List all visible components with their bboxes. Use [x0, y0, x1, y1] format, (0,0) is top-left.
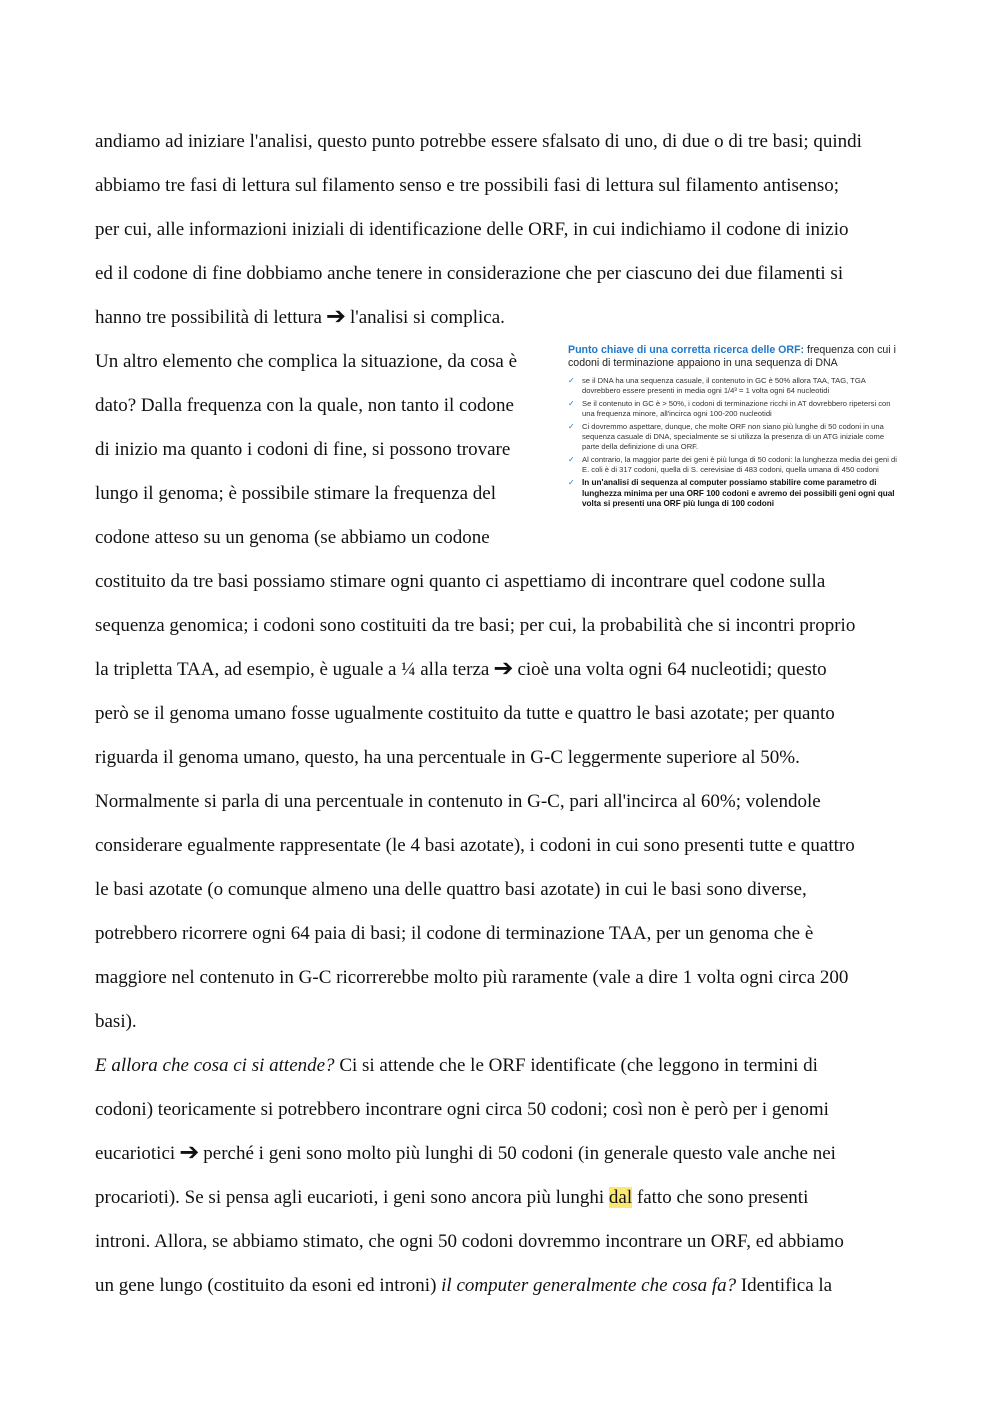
arrow-right-icon: ➔: [493, 654, 514, 682]
text-line: codoni) teoricamente si potrebbero incontrare ogni circa 50 codoni; così non è però per i genomi: [95, 1099, 829, 1120]
slide-title: [568, 344, 902, 370]
slide-bullet-text: Se il contenuto in GC è > 50%, i codoni di terminazione ricchi in AT dovrebbero ripetersi con una frequenza minore, all'incirca ogni 100-200 nucleotidi: [582, 399, 891, 418]
slide-bullet: [558, 376, 902, 395]
text-line: abbiamo tre fasi di lettura sul filamento senso e tre possibili fasi di lettura sul filamento antisenso;: [95, 175, 839, 196]
text-line: le basi azotate (o comunque almeno una delle quattro basi azotate) in cui le basi sono diverse,: [95, 879, 807, 900]
text-line: per cui, alle informazioni iniziali di identificazione delle ORF, in cui indichiamo il codone di inizio: [95, 219, 849, 240]
text-segment: l'analisi si complica.: [350, 307, 505, 328]
text-line: però se il genoma umano fosse ugualmente costituito da tutte e quattro le basi azotate; per quanto: [95, 703, 835, 724]
text-line: [95, 1054, 818, 1078]
text-line: lungo il genoma; è possibile stimare la frequenza del: [95, 483, 496, 504]
text-line: introni. Allora, se abbiamo stimato, che ogni 50 codoni dovremmo incontrare un ORF, ed abbiamo: [95, 1231, 844, 1252]
arrow-right-icon: ➔: [179, 1138, 200, 1166]
slide-bullet: [558, 478, 902, 509]
text-line: [95, 654, 827, 682]
slide-bullet: [558, 455, 902, 474]
text-line: Normalmente si parla di una percentuale in contenuto in G-C, pari all'incirca al 60%; volendole: [95, 791, 821, 812]
italic-question: il computer generalmente che cosa fa?: [441, 1275, 737, 1296]
text-line: [95, 1186, 808, 1210]
text-line: maggiore nel contenuto in G-C ricorrerebbe molto più raramente (vale a dire 1 volta ogni circa 200: [95, 967, 849, 988]
slide-title-key: Punto chiave di una corretta ricerca delle ORF:: [568, 344, 805, 356]
text-segment: cioè una volta ogni 64 nucleotidi; questo: [517, 659, 827, 680]
text-segment: procarioti). Se si pensa agli eucarioti, i geni sono ancora più lunghi: [95, 1187, 609, 1208]
slide-bullet: [558, 422, 902, 451]
text-line: ed il codone di fine dobbiamo anche tenere in considerazione che per ciascuno dei due filamenti si: [95, 263, 844, 284]
slide-bullet-text: Al contrario, la maggior parte dei geni è più lunga di 50 codoni: la lunghezza media dei geni di E. coli è di 317 codoni, quella di S. cerevisiae di 483 codoni, quella umana di 450 codoni: [582, 455, 897, 474]
check-icon: ✓: [568, 399, 575, 409]
arrow-right-icon: ➔: [325, 302, 347, 330]
italic-question: E allora che cosa ci si attende?: [95, 1055, 335, 1076]
check-icon: ✓: [568, 478, 575, 488]
text-segment: eucariotici: [95, 1143, 176, 1164]
check-icon: ✓: [568, 422, 575, 432]
text-line: costituito da tre basi possiamo stimare ogni quanto ci aspettiamo di incontrare quel codone sulla: [95, 571, 826, 592]
slide-title-rest: frequenza con cui i codoni di terminazione appaiono in una sequenza di DNA: [568, 344, 896, 369]
text-line: codone atteso su un genoma (se abbiamo un codone: [95, 527, 490, 548]
text-segment: la tripletta TAA, ad esempio, è uguale a ¼ alla terza: [95, 659, 490, 680]
slide-bullet: [558, 399, 902, 418]
text-line: basi).: [95, 1011, 137, 1032]
text-segment: Identifica la: [736, 1275, 833, 1296]
text-line: [95, 1274, 832, 1298]
text-line: [95, 1138, 836, 1166]
check-icon: ✓: [568, 455, 575, 465]
text-line: sequenza genomica; i codoni sono costituiti da tre basi; per cui, la probabilità che si incontri proprio: [95, 615, 856, 636]
text-line: andiamo ad iniziare l'analisi, questo punto potrebbe essere sfalsato di uno, di due o di tre basi; quindi: [95, 131, 862, 152]
text-line: potrebbero ricorrere ogni 64 paia di basi; il codone di terminazione TAA, per un genoma che è: [95, 923, 814, 944]
text-segment: un gene lungo (costituito da esoni ed introni): [95, 1275, 442, 1296]
text-line: considerare egualmente rappresentate (le 4 basi azotate), i codoni in cui sono presenti tutte e quattro: [95, 835, 855, 856]
slide-bullet-list: [558, 376, 902, 510]
slide-bullet-text: In un'analisi di sequenza al computer possiamo stabilire come parametro di lunghezza minima per una ORF 100 codoni e avremo dei possibili geni ogni qual volta si presenti una ORF più lunga di 100 codoni: [582, 478, 895, 509]
slide-bullet-text: Ci dovremmo aspettare, dunque, che molte ORF non siano più lunghe di 50 codoni in una sequenza casuale di DNA, specialmente se si utilizza la presenza di un ATG iniziale come parte della definizione di una ORF.: [582, 422, 885, 451]
check-icon: ✓: [568, 376, 575, 385]
text-segment: hanno tre possibilità di lettura: [95, 307, 322, 328]
embedded-slide-image: [558, 344, 902, 556]
text-line: di inizio ma quanto i codoni di fine, si possono trovare: [95, 439, 511, 460]
highlighted-word: dal: [608, 1187, 633, 1208]
slide-bullet-text: se il DNA ha una sequenza casuale, il contenuto in GC è 50% allora TAA, TAG, TGA dovrebbero essere presenti in media ogni 1/4³ = 1 volta ogni 64 nucleotidi: [582, 376, 866, 395]
text-segment: perché i geni sono molto più lunghi di 50 codoni (in generale questo vale anche nei: [203, 1143, 836, 1164]
text-line: riguarda il genoma umano, questo, ha una percentuale in G-C leggermente superiore al 50%.: [95, 747, 800, 768]
text-line: dato? Dalla frequenza con la quale, non tanto il codone: [95, 395, 514, 416]
text-line: [95, 302, 505, 330]
text-segment: Ci si attende che le ORF identificate (che leggono in termini di: [334, 1055, 818, 1076]
text-segment: fatto che sono presenti: [632, 1187, 809, 1208]
text-line: Un altro elemento che complica la situazione, da cosa è: [95, 351, 518, 372]
